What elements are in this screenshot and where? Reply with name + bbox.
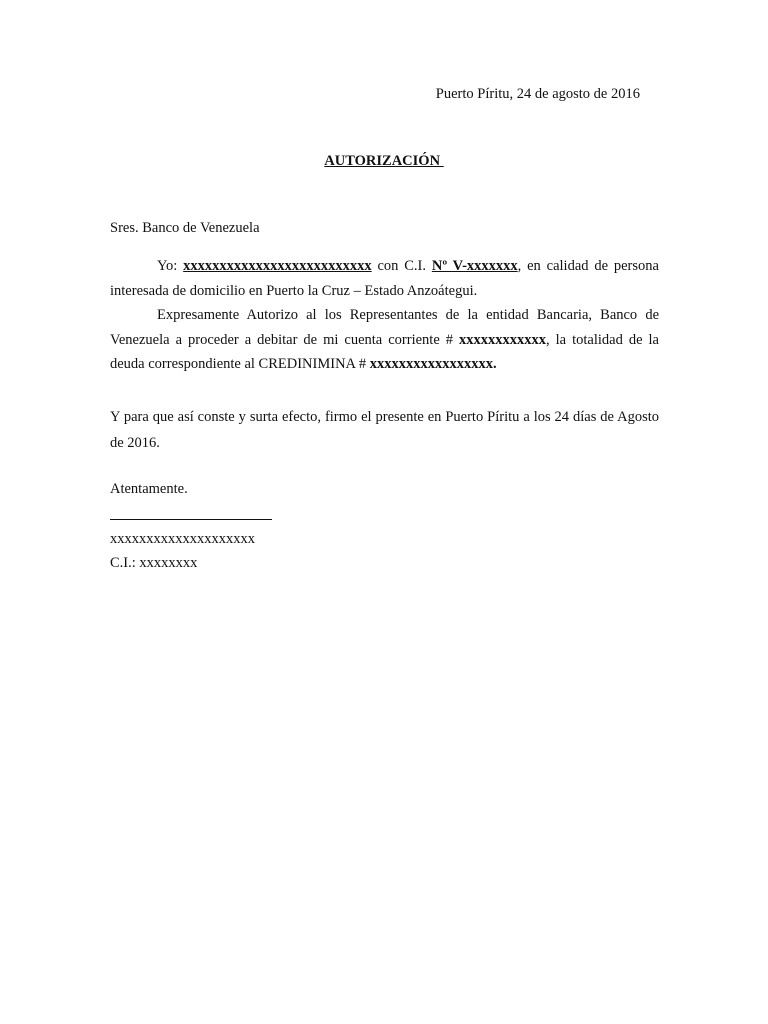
paragraph-identification: [110, 254, 659, 303]
signature-name: xxxxxxxxxxxxxxxxxxxx: [110, 531, 255, 547]
person-name: xxxxxxxxxxxxxxxxxxxxxxxxxx: [183, 258, 372, 274]
person-ci: Nº V-xxxxxxx: [431, 258, 518, 274]
paragraph-authorization: [110, 303, 659, 377]
document-title: AUTORIZACIÓN: [324, 153, 444, 169]
signature-line: [110, 519, 272, 520]
account-number: xxxxxxxxxxxx: [459, 331, 547, 348]
valediction: Atentamente.: [110, 481, 188, 497]
paragraph1-rest: , en calidad de persona interesada de domicilio en Puerto la Cruz – Estado Anzoátegui.: [110, 258, 659, 299]
addressee: Sres. Banco de Venezuela: [110, 220, 260, 236]
paragraph2-intro: Expresamente Autorizo al los Representantes de la entidad Bancaria, Banco de Venezuela a proceder a debitar de mi cuenta corriente #: [110, 307, 659, 348]
signature-ci: C.I.: xxxxxxxx: [110, 555, 198, 571]
body-text: [110, 254, 659, 377]
closing-paragraph: Y para que así conste y surta efecto, firmo el presente en Puerto Píritu a los 24 días de Agosto de 2016.: [110, 409, 659, 451]
credit-number: xxxxxxxxxxxxxxxxx.: [369, 356, 497, 372]
date-line: Puerto Píritu, 24 de agosto de 2016: [435, 86, 640, 102]
paragraph2-middle: , la totalidad de la deuda correspondiente al CREDINIMINA #: [110, 331, 659, 372]
paragraph1-ci-label: con C.I.: [371, 258, 432, 274]
paragraph1-intro: Yo:: [157, 258, 184, 274]
